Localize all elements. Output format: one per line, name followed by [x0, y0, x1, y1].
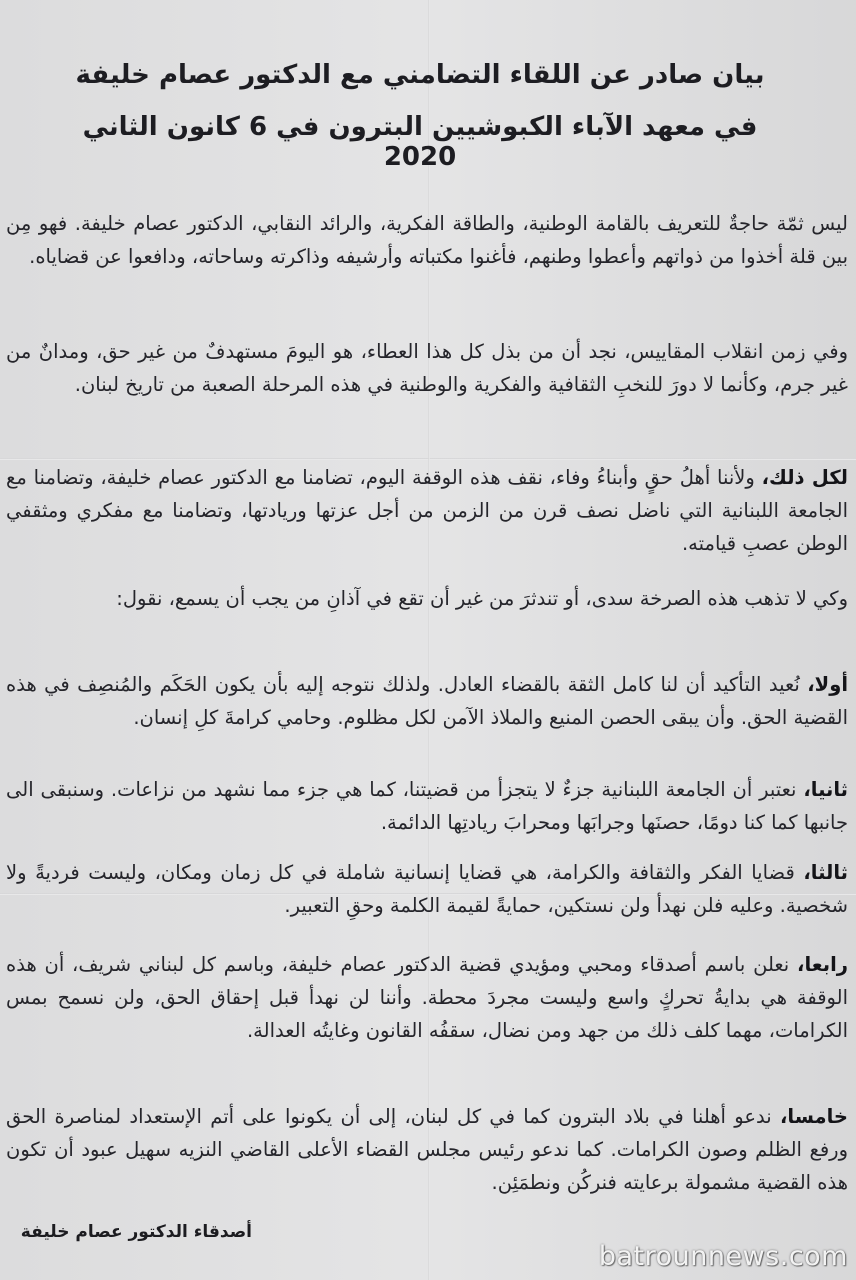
paragraph-fourth	[6, 948, 848, 1047]
paragraph-text: نُعيد التأكيد أن لنا كامل الثقة بالقضاء العادل. ولذلك نتوجه إليه بأن يكون الحَكَم والمُنصِف في هذه القضية الحق. وأن يبقى الحصن المنيع والملاذ الآمن لكل مظلوم. وحامي كرامةَ كلِ إنسان.	[6, 673, 848, 729]
paragraph-text: ولأننا أهلُ حقٍ وأبناءُ وفاء، نقف هذه الوقفة اليوم، تضامنا مع الدكتور عصام خليفة، وتضامنا مع الجامعة اللبنانية التي ناضل نصف قرن من الزمن من أجل عزتها وريادتها، وتضامنا مع مفكري ومثقفي الوطن عصبِ قيامته.	[6, 466, 848, 555]
paragraph-fifth	[6, 1100, 848, 1199]
statement-title: بيان صادر عن اللقاء التضامني مع الدكتور عصام خليفة	[75, 60, 765, 90]
paragraph-context	[6, 335, 848, 401]
paragraph-text: قضايا الفكر والثقافة والكرامة، هي قضايا إنسانية شاملة في كل زمان ومكان، وليست فرديةً ولا شخصية. وعليه فلن نهدأ ولن نستكين، حمايةً لقيمة الكلمة وحقِ التعبير.	[6, 861, 848, 917]
paragraph-third	[6, 856, 848, 922]
paragraph-call	[6, 582, 848, 615]
paragraph-solidarity	[6, 461, 848, 560]
watermark: batrounnews.com	[598, 1241, 848, 1272]
paragraph-text: ليس ثمّة حاجةٌ للتعريف بالقامة الوطنية، والطاقة الفكرية، والرائد النقابي، الدكتور عصام خليفة. فهو مِن بين قلة أخذوا من ذواتهم وأعطوا وطنهم، فأغنوا مكتباته وأرشيفه وذاكرته وساحاته، ودافعوا عن قضاياه.	[6, 212, 848, 268]
paragraph-lead: خامسا،	[779, 1105, 848, 1128]
paragraph-text: نعتبر أن الجامعة اللبنانية جزءٌ لا يتجزأ من قضيتنا، كما هي جزء مما نشهد من نزاعات. وسنبقى الى جانبها كما كنا دومًا، حصنَها وجرابَها ومحرابَ ريادتِها الدائمة.	[6, 778, 848, 834]
paragraph-lead: ثالثا،	[803, 861, 848, 884]
paragraph-second	[6, 773, 848, 839]
signature: أصدقاء الدكتور عصام خليفة	[20, 1222, 252, 1242]
paragraph-lead: أولا،	[807, 673, 848, 696]
paragraph-lead: ثانيا،	[803, 778, 848, 801]
paragraph-lead: لكل ذلك،	[761, 466, 848, 489]
statement-subtitle: في معهد الآباء الكبوشيين البترون في 6 كانون الثاني 2020	[82, 112, 758, 172]
paragraph-intro	[6, 207, 848, 273]
paragraph-lead: رابعا،	[797, 953, 848, 976]
paragraph-text: وفي زمن انقلاب المقاييس، نجد أن من بذل كل هذا العطاء، هو اليومَ مستهدفٌ من غير حق، ومدانٌ من غير جرم، وكأنما لا دورَ للنخبِ الثقافية والفكرية والوطنية في هذه المرحلة الصعبة من تاريخ لبنان.	[6, 340, 848, 396]
paragraph-text: وكي لا تذهب هذه الصرخة سدى، أو تندثرَ من غير أن تقع في آذانِ من يجب أن يسمع، نقول:	[116, 587, 848, 610]
fold-crease	[428, 0, 430, 1280]
paragraph-text: نعلن باسم أصدقاء ومحبي ومؤيدي قضية الدكتور عصام خليفة، وباسم كل لبناني شريف، أن هذه الوقفة هي بدايةُ تحركٍ واسع وليست مجردَ محطة. وأننا لن نهدأ قبل إحقاق الحق، ولن نسمح بمس الكرامات، مهما كلف ذلك من جهد ومن نضال، سقفُه القانون وغايتُه العدالة.	[6, 953, 848, 1042]
paragraph-text: ندعو أهلنا في بلاد البترون كما في كل لبنان، إلى أن يكونوا على أتم الإستعداد لمناصرة الحق ورفع الظلم وصون الكرامات. كما ندعو رئيس مجلس القضاء الأعلى القاضي النزيه سهيل عبود أن تكون هذه القضية مشمولة برعايته فنركُن ونطمَئِن.	[6, 1105, 848, 1194]
paragraph-first	[6, 668, 848, 734]
